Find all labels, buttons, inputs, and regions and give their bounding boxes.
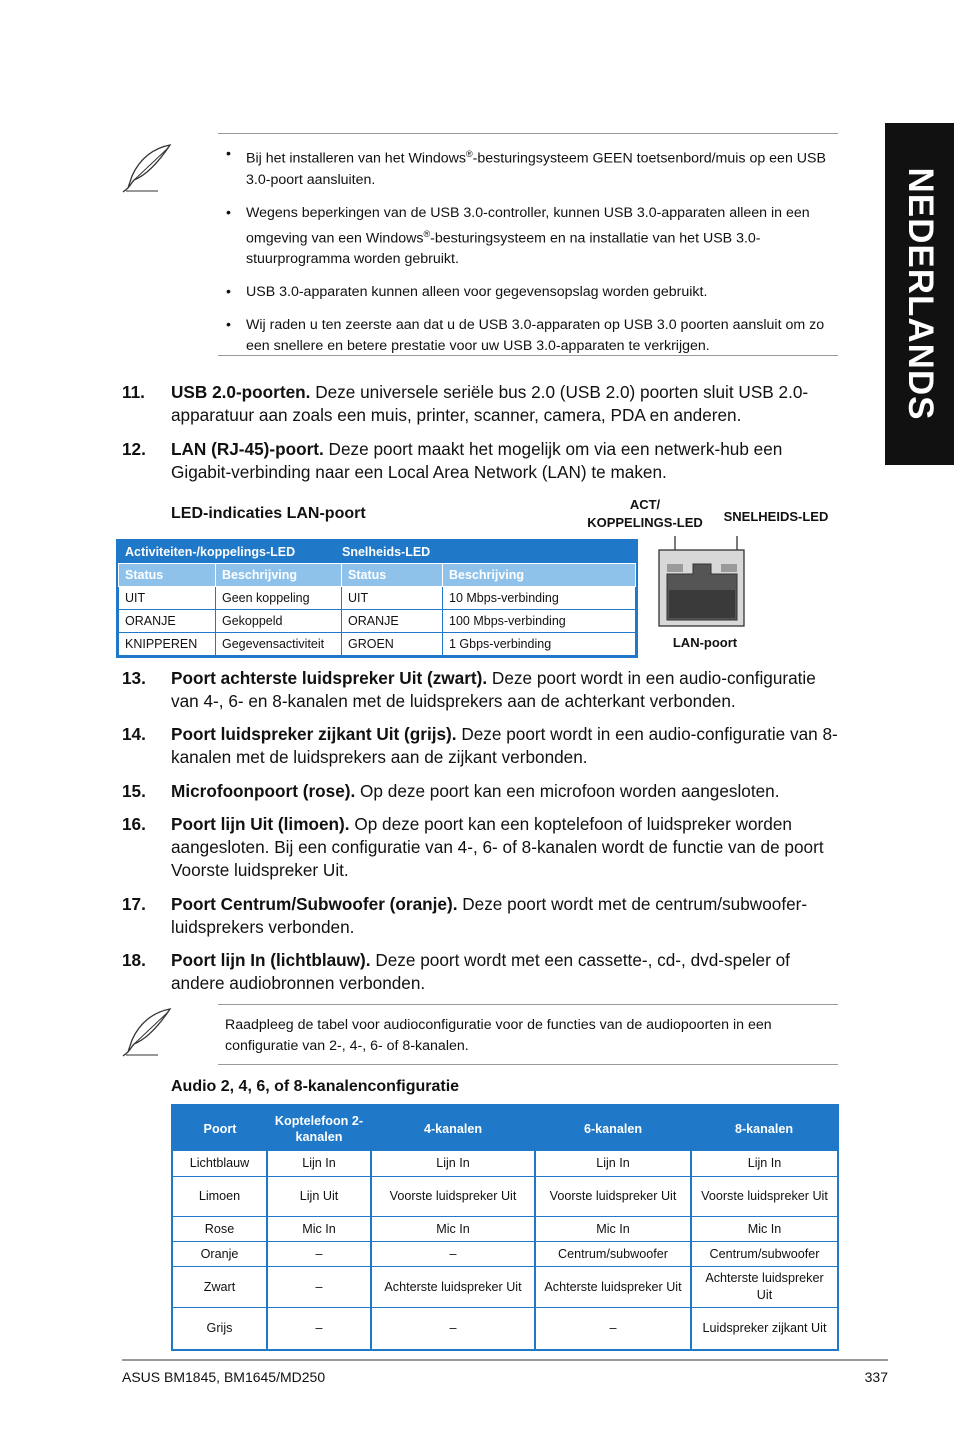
note-item: • Bij het installeren van het Windows®-besturingsysteem GEEN toetsenbord/muis op een USB 3.0-poort aansluiten. — [226, 146, 826, 188]
note-item: • Wegens beperkingen van de USB 3.0-controller, kunnen USB 3.0-apparaten alleen in een omgeving van een Windows®-besturingsysteem en na installatie van het USB 3.0-stuurprogramma worden gebruikt. — [226, 204, 810, 268]
audio-table-title: Audio 2, 4, 6, of 8-kanalenconfiguratie — [171, 1078, 460, 1095]
table-row: ORANJE Gekoppeld ORANJE 100 Mbps-verbinding — [119, 610, 636, 633]
lan-port-label: LAN-poort — [672, 635, 738, 650]
table-header: Koptelefoon 2-kanalen — [267, 1106, 371, 1151]
table-row: Limoen Lijn Uit Voorste luidspreker Uit Voorste luidspreker Uit Voorste luidspreker Uit — [173, 1177, 837, 1217]
table-row: Lichtblauw Lijn In Lijn In Lijn In Lijn In — [173, 1151, 837, 1177]
speed-led-label: SNELHEIDS-LED — [723, 509, 829, 524]
table-row: Grijs – – – Luidspreker zijkant Uit — [173, 1308, 837, 1349]
lan-port-icon — [655, 530, 750, 630]
table-row: UIT Geen koppeling UIT 10 Mbps-verbinding — [119, 587, 636, 610]
language-label: NEDERLANDS — [900, 167, 940, 421]
table-header: 8-kanalen — [691, 1106, 837, 1151]
page-number: 337 — [864, 1369, 888, 1385]
table-row: Zwart – Achterste luidspreker Uit Achterste luidspreker Uit Achterste luidspreker Uit — [173, 1267, 837, 1308]
table-header: Status — [342, 564, 443, 587]
note-item: • USB 3.0-apparaten kunnen alleen voor gegevensopslag worden gebruikt. — [226, 284, 708, 301]
table-row: Oranje – – Centrum/subwoofer Centrum/subwoofer — [173, 1242, 837, 1267]
list-item: 17. Poort Centrum/Subwoofer (oranje). Deze poort wordt met de centrum/subwoofer-luidsprekers verbonden. — [122, 894, 808, 937]
act-led-label: ACT/ KOPPELINGS-LED — [587, 497, 703, 530]
table-row: KNIPPEREN Gegevensactiviteit GROEN 1 Gbps-verbinding — [119, 633, 636, 656]
table-header: Status — [119, 564, 216, 587]
list-item: 14. Poort luidspreker zijkant Uit (grijs). Deze poort wordt in een audio-configuratie van 8-kanalen met de luidsprekers aan de zijkant verbonden. — [122, 724, 838, 767]
list-item: 18. Poort lijn In (lichtblauw). Deze poort wordt met een cassette-, cd-, dvd-speler of andere audiobronnen verbonden. — [122, 950, 790, 993]
list-item: 15. Microfoonpoort (rose). Op deze poort kan een microfoon worden aangesloten. — [122, 781, 780, 801]
note-feather-icon — [120, 142, 176, 194]
table-header: Poort — [173, 1106, 267, 1151]
footer-model: ASUS BM1845, BM1645/MD250 — [122, 1369, 326, 1385]
led-table — [116, 539, 638, 658]
led-group-activity: Activiteiten-/koppelings-LED — [125, 545, 296, 559]
table-header: Beschrijving — [443, 564, 636, 587]
table-header: 4-kanalen — [371, 1106, 535, 1151]
usb3-note-list — [226, 144, 832, 369]
table-row: Rose Mic In Mic In Mic In Mic In — [173, 1217, 837, 1242]
note-feather-icon — [120, 1006, 176, 1058]
audio-config-table — [171, 1104, 839, 1351]
list-item: 11. USB 2.0-poorten. Deze universele seriële bus 2.0 (USB 2.0) poorten sluit USB 2.0-apparatuur aan zoals een muis, printer, scanner, camera, PDA en anderen. — [122, 382, 809, 425]
audio-note-text: Raadpleeg de tabel voor audioconfiguratie voor de functies van de audiopoorten in een configuratie van 2-, 4-, 6- of 8-kanalen. — [225, 1017, 772, 1054]
table-header: 6-kanalen — [535, 1106, 691, 1151]
language-side-tab — [885, 123, 954, 465]
note-bottom-rule — [218, 355, 838, 356]
note-bottom-rule — [218, 1064, 838, 1065]
note-top-rule — [218, 1004, 838, 1005]
note-top-rule — [218, 133, 838, 134]
note-item: • Wij raden u ten zeerste aan dat u de USB 3.0-apparaten op USB 3.0 poorten aansluit om zo een snellere en betere prestatie voor uw USB 3.0-apparaten te verkrijgen. — [226, 317, 825, 355]
footer-rule — [122, 1359, 888, 1361]
led-group-speed: Snelheids-LED — [342, 545, 431, 559]
list-item: 12. LAN (RJ-45)-poort. Deze poort maakt het mogelijk om via een netwerk-hub een Gigabit-verbinding naar een Local Area Network (LAN) te maken. — [122, 439, 783, 482]
table-header: Beschrijving — [216, 564, 342, 587]
list-item: 16. Poort lijn Uit (limoen). Op deze poort kan een koptelefoon of luidspreker worden aangesloten. Bij een configuratie van 4-, 6- of 8-kanalen wordt de functie van de poort Voorste luidspreker Uit. — [122, 814, 824, 880]
led-table-title: LED-indicaties LAN-poort — [171, 505, 366, 522]
list-item: 13. Poort achterste luidspreker Uit (zwart). Deze poort wordt in een audio-configuratie van 4-, 6- en 8-kanalen met de luidsprekers aan de achterkant verbonden. — [122, 668, 816, 711]
